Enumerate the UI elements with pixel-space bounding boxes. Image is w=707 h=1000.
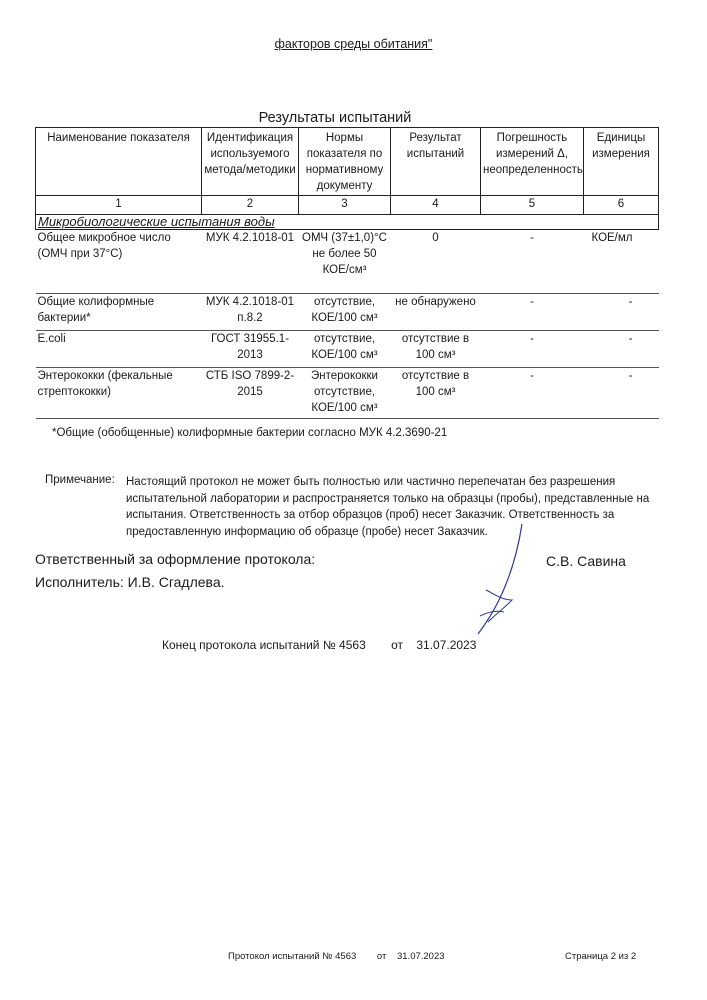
- table-header-row: [36, 128, 659, 196]
- cell-norm: отсутствие, КОЕ/100 см³: [299, 294, 391, 331]
- footer: [228, 951, 445, 962]
- column-number: 5: [481, 196, 584, 215]
- responsible-label: Ответственный за оформление протокола:: [35, 551, 316, 567]
- footer-from: от: [376, 951, 387, 962]
- page-number: Страница 2 из 2: [565, 951, 637, 962]
- header-cell-unit: Единицы измерения: [584, 128, 659, 196]
- cell-error: -: [481, 368, 584, 419]
- results-table: [35, 127, 659, 419]
- footnote: *Общие (обобщенные) колиформные бактерии согласно МУК 4.2.3690-21: [52, 427, 448, 439]
- cell-unit: -: [584, 331, 659, 368]
- column-number: 1: [36, 196, 202, 215]
- end-of-protocol: [162, 638, 476, 652]
- signature-icon: [468, 520, 538, 640]
- table-row: [36, 331, 659, 368]
- cell-result: 0: [391, 230, 481, 294]
- column-number: 2: [202, 196, 299, 215]
- cell-method: МУК 4.2.1018-01 п.8.2: [202, 294, 299, 331]
- cell-name: E.coli: [36, 331, 202, 368]
- cell-name: Общие колиформные бактерии*: [36, 294, 202, 331]
- cell-result: отсутствие в 100 см³: [391, 368, 481, 419]
- table-row: [36, 294, 659, 331]
- column-number-row: [36, 196, 659, 215]
- cell-name: Энтерококки (фекальные стрептококки): [36, 368, 202, 419]
- cell-norm: ОМЧ (37±1,0)°С не более 50 КОЕ/см³: [299, 230, 391, 294]
- cell-result: отсутствие в 100 см³: [391, 331, 481, 368]
- cell-name: Общее микробное число (ОМЧ при 37°С): [36, 230, 202, 294]
- footer-text: Протокол испытаний №: [228, 951, 333, 962]
- cell-unit: -: [584, 368, 659, 419]
- header-cell-norm: Нормы показателя по нормативному документу: [299, 128, 391, 196]
- section-title: Микробиологические испытания воды: [38, 214, 275, 230]
- header-text: факторов среды обитания": [274, 37, 433, 51]
- cell-norm: отсутствие, КОЕ/100 см³: [299, 331, 391, 368]
- cell-norm: Энтерококки отсутствие, КОЕ/100 см³: [299, 368, 391, 419]
- section-cell: [36, 215, 659, 230]
- cell-result: не обнаружено: [391, 294, 481, 331]
- cell-unit: -: [584, 294, 659, 331]
- cell-method: МУК 4.2.1018-01: [202, 230, 299, 294]
- cell-method: ГОСТ 31955.1-2013: [202, 331, 299, 368]
- responsible-name: С.В. Савина: [546, 553, 626, 569]
- note-text: Настоящий протокол не может быть полностью или частично перепечатан без разрешения испытательной лаборатории и распространяется только на образцы (пробы), представленные на испытания. Ответственность за отбор образцов (проб) несет Заказчик. Ответственность за предоставленную информацию об образце (пробе) несет Заказчик.: [126, 476, 650, 539]
- end-from: от: [391, 638, 403, 652]
- column-number: 4: [391, 196, 481, 215]
- note-label: Примечание:: [45, 474, 115, 486]
- results-title: Результаты испытаний: [258, 110, 412, 126]
- cell-method: СТБ ISO 7899-2-2015: [202, 368, 299, 419]
- header-cell-error: Погрешность измерений Δ, неопределенность: [481, 128, 584, 196]
- cell-error: -: [481, 331, 584, 368]
- header-line: [0, 37, 707, 51]
- header-cell-name: Наименование показателя: [36, 128, 202, 196]
- executor: Исполнитель: И.В. Сгадлева.: [35, 574, 225, 590]
- header-cell-method: Идентификация используемого метода/методики: [202, 128, 299, 196]
- column-number: 6: [584, 196, 659, 215]
- table-row: [36, 368, 659, 419]
- footer-number: 4563: [335, 951, 357, 962]
- footer-date: 31.07.2023: [396, 951, 445, 962]
- section-row: [36, 215, 659, 230]
- table-row: [36, 230, 659, 294]
- cell-error: -: [481, 230, 584, 294]
- end-text: Конец протокола испытаний №: [162, 638, 336, 652]
- end-date: 31.07.2023: [416, 638, 477, 652]
- cell-error: -: [481, 294, 584, 331]
- cell-unit: КОЕ/мл: [584, 230, 659, 294]
- end-number: 4563: [339, 638, 366, 652]
- column-number: 3: [299, 196, 391, 215]
- header-cell-result: Результат испытаний: [391, 128, 481, 196]
